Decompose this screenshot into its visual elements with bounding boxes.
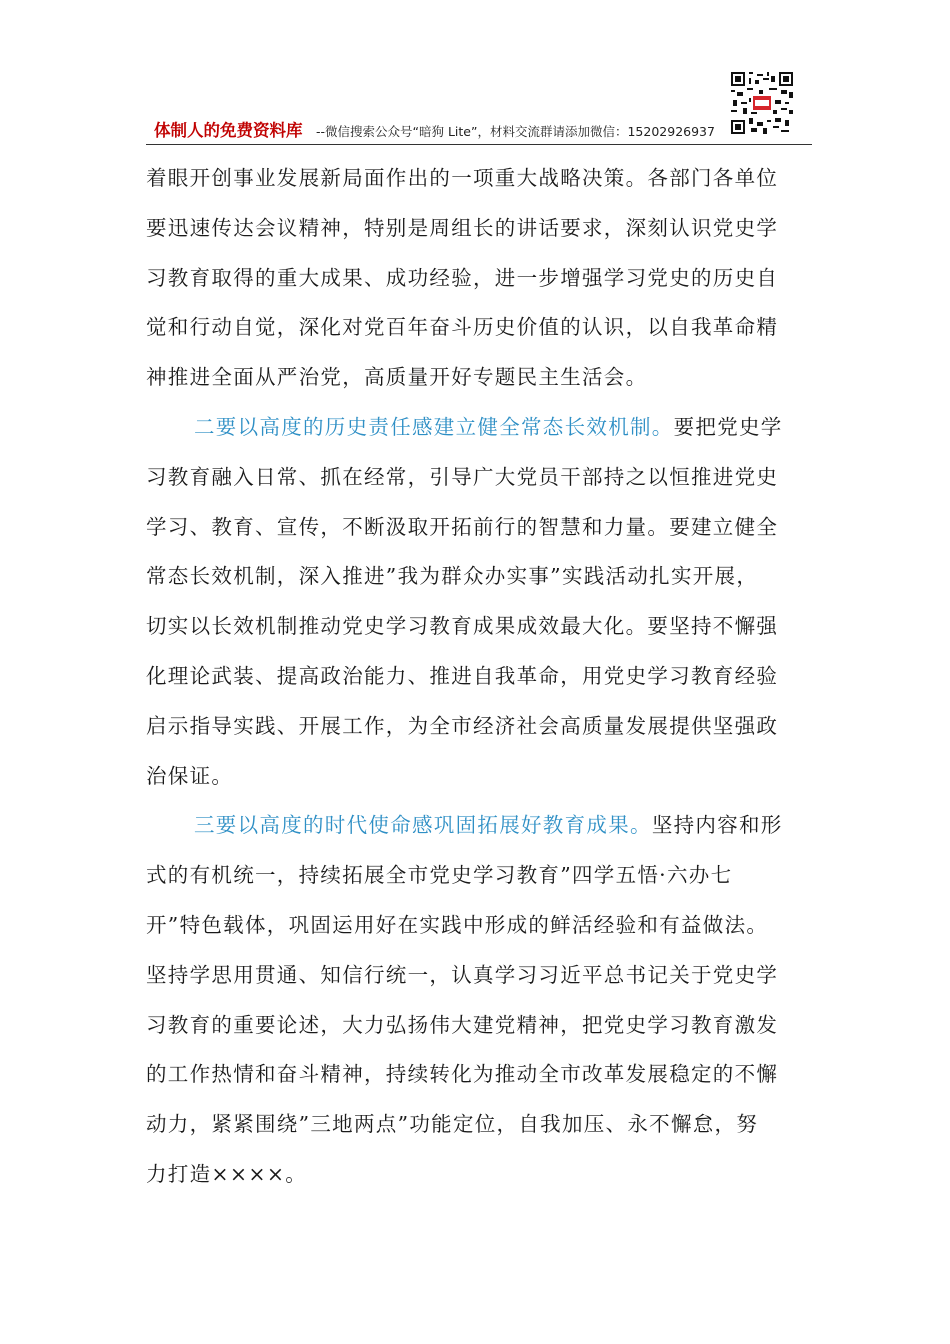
text-line: 治保证。 bbox=[146, 763, 234, 788]
text-line: 学习、教育、宣传，不断汲取开拓前行的智慧和力量。要建立健全 bbox=[146, 514, 779, 539]
section-heading: 三要以高度的时代使命感巩固拓展好教育成果。 bbox=[194, 813, 652, 838]
text-line bbox=[146, 403, 812, 453]
text-run: 坚持内容和形 bbox=[651, 813, 783, 838]
text-line: 动力，紧紧围绕”三地两点”功能定位，自我加压、永不懈怠，努 bbox=[146, 1112, 759, 1137]
text-line: 习教育的重要论述，大力弘扬伟大建党精神，把党史学习教育激发 bbox=[146, 1012, 779, 1037]
text-line: 习教育融入日常、抓在经常，引导广大党员干部持之以恒推进党史 bbox=[146, 464, 779, 489]
text-line: 着眼开创事业发展新局面作出的一项重大战略决策。各部门各单位 bbox=[146, 166, 779, 190]
section-heading: 二要以高度的历史责任感建立健全常态长效机制。 bbox=[194, 414, 674, 439]
header-subtitle: --微信搜索公众号“暗狗 Lite”，材料交流群请添加微信：15202926937 bbox=[316, 124, 715, 139]
text-line: 力打造××××。 bbox=[146, 1161, 308, 1186]
text-line: 要迅速传达会议精神，特别是周组长的讲话要求，深刻认识党史学 bbox=[146, 215, 779, 240]
text-line: 坚持学思用贯通、知信行统一，认真学习习近平总书记关于党史学 bbox=[146, 962, 779, 987]
paragraph-1 bbox=[146, 154, 812, 403]
text-line: 化理论武装、提高政治能力、推进自我革命，用党史学习教育经验 bbox=[146, 663, 779, 688]
text-line: 习教育取得的重大成果、成功经验，进一步增强学习党史的历史自 bbox=[146, 265, 779, 290]
text-run: 要把党史学 bbox=[673, 414, 783, 439]
text-line bbox=[146, 801, 812, 851]
document-body bbox=[146, 154, 812, 1200]
text-line: 的工作热情和奋斗精神，持续转化为推动全市改革发展稳定的不懈 bbox=[146, 1062, 779, 1087]
text-line: 常态长效机制，深入推进”我为群众办实事”实践活动扎实开展， bbox=[146, 564, 759, 589]
brand-title: 体制人的免费资料库 bbox=[154, 121, 303, 140]
text-line: 切实以长效机制推动党史学习教育成果成效最大化。要坚持不懈强 bbox=[146, 614, 779, 639]
page-header bbox=[146, 118, 812, 145]
paragraph-3 bbox=[146, 801, 812, 1199]
text-line: 觉和行动自觉，深化对党百年奋斗历史价值的认识，以自我革命精 bbox=[146, 315, 779, 340]
text-line: 开”特色载体，巩固运用好在实践中形成的鲜活经验和有益做法。 bbox=[146, 912, 769, 937]
text-line: 神推进全面从严治党，高质量开好专题民主生活会。 bbox=[146, 365, 648, 390]
text-line: 启示指导实践、开展工作，为全市经济社会高质量发展提供坚强政 bbox=[146, 713, 779, 738]
text-line: 式的有机统一，持续拓展全市党史学习教育”四学五悟·六办七 bbox=[146, 863, 733, 888]
paragraph-2 bbox=[146, 403, 812, 801]
